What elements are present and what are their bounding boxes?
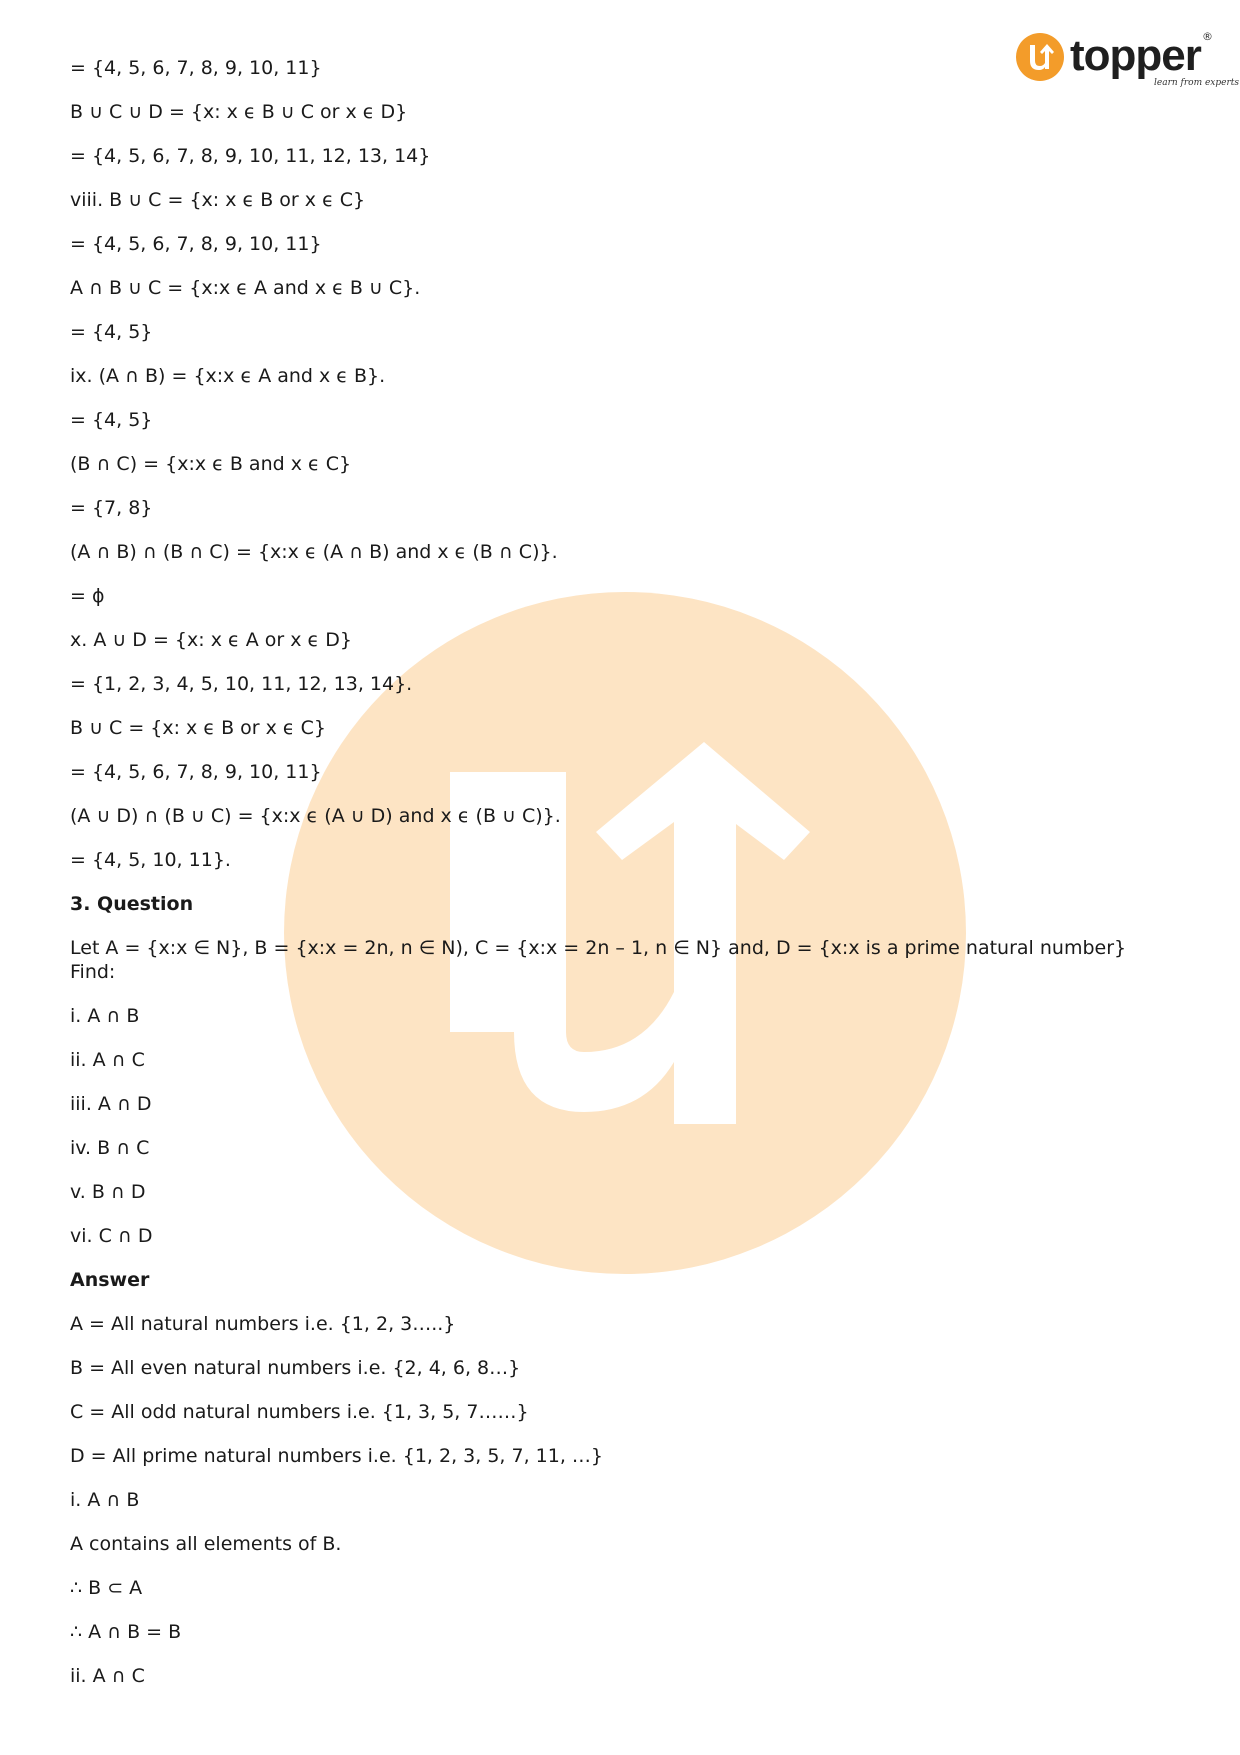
solution-line: B ∪ C = {x: x ϵ B or x ϵ C}	[70, 717, 326, 739]
answer-line: i. A ∩ B	[70, 1489, 140, 1511]
answer-heading: Answer	[70, 1269, 150, 1291]
solution-line: B ∪ C ∪ D = {x: x ϵ B ∪ C or x ϵ D}	[70, 101, 408, 123]
solution-line: = {4, 5, 6, 7, 8, 9, 10, 11, 12, 13, 14}	[70, 145, 431, 167]
solution-line: = {4, 5, 6, 7, 8, 9, 10, 11}	[70, 57, 322, 79]
topper-logo	[1016, 28, 1240, 92]
topper-logo-icon	[1016, 33, 1064, 81]
answer-line: C = All odd natural numbers i.e. {1, 3, 5, 7……}	[70, 1401, 529, 1423]
solution-line: (B ∩ C) = {x:x ϵ B and x ϵ C}	[70, 453, 352, 475]
solution-line: (A ∪ D) ∩ (B ∪ C) = {x:x ϵ (A ∪ D) and x ϵ (B ∪ C)}.	[70, 805, 561, 827]
registered-mark: ®	[1202, 30, 1213, 43]
logo-tagline: learn from experts	[1154, 78, 1240, 88]
answer-line: A contains all elements of B.	[70, 1533, 342, 1555]
solution-line: = {7, 8}	[70, 497, 153, 519]
question-heading: 3. Question	[70, 893, 194, 915]
answer-line: ii. A ∩ C	[70, 1665, 145, 1687]
solution-line: x. A ∪ D = {x: x ϵ A or x ϵ D}	[70, 629, 352, 651]
question-part: vi. C ∩ D	[70, 1225, 153, 1247]
logo-wordmark: topper	[1070, 31, 1201, 80]
question-part: iv. B ∩ C	[70, 1137, 150, 1159]
solution-line: = ϕ	[70, 585, 105, 607]
answer-line: ∴ A ∩ B = B	[70, 1621, 182, 1643]
solution-line: (A ∩ B) ∩ (B ∩ C) = {x:x ϵ (A ∩ B) and x ϵ (B ∩ C)}.	[70, 541, 558, 563]
solution-line: = {4, 5, 10, 11}.	[70, 849, 231, 871]
answer-line: B = All even natural numbers i.e. {2, 4, 6, 8…}	[70, 1357, 521, 1379]
solution-line: viii. B ∪ C = {x: x ϵ B or x ϵ C}	[70, 189, 366, 211]
solution-line: = {1, 2, 3, 4, 5, 10, 11, 12, 13, 14}.	[70, 673, 413, 695]
answer-line: ∴ B ⊂ A	[70, 1577, 143, 1599]
question-part: i. A ∩ B	[70, 1005, 140, 1027]
answer-line: D = All prime natural numbers i.e. {1, 2, 3, 5, 7, 11, …}	[70, 1445, 604, 1467]
document-body	[70, 56, 1130, 1708]
solution-line: = {4, 5}	[70, 321, 153, 343]
answer-line: A = All natural numbers i.e. {1, 2, 3…..}	[70, 1313, 456, 1335]
question-part: iii. A ∩ D	[70, 1093, 152, 1115]
solution-line: A ∩ B ∪ C = {x:x ϵ A and x ϵ B ∪ C}.	[70, 277, 421, 299]
solution-line: = {4, 5, 6, 7, 8, 9, 10, 11}	[70, 233, 322, 255]
solution-line: ix. (A ∩ B) = {x:x ϵ A and x ϵ B}.	[70, 365, 386, 387]
solution-line: = {4, 5}	[70, 409, 153, 431]
solution-line: = {4, 5, 6, 7, 8, 9, 10, 11}	[70, 761, 322, 783]
question-part: ii. A ∩ C	[70, 1049, 145, 1071]
question-part: v. B ∩ D	[70, 1181, 146, 1203]
question-text: Let A = {x:x ∈ N}, B = {x:x = 2n, n ∈ N), C = {x:x = 2n – 1, n ∈ N} and, D = {x:x is a prime natural number} Find:	[70, 937, 1127, 983]
